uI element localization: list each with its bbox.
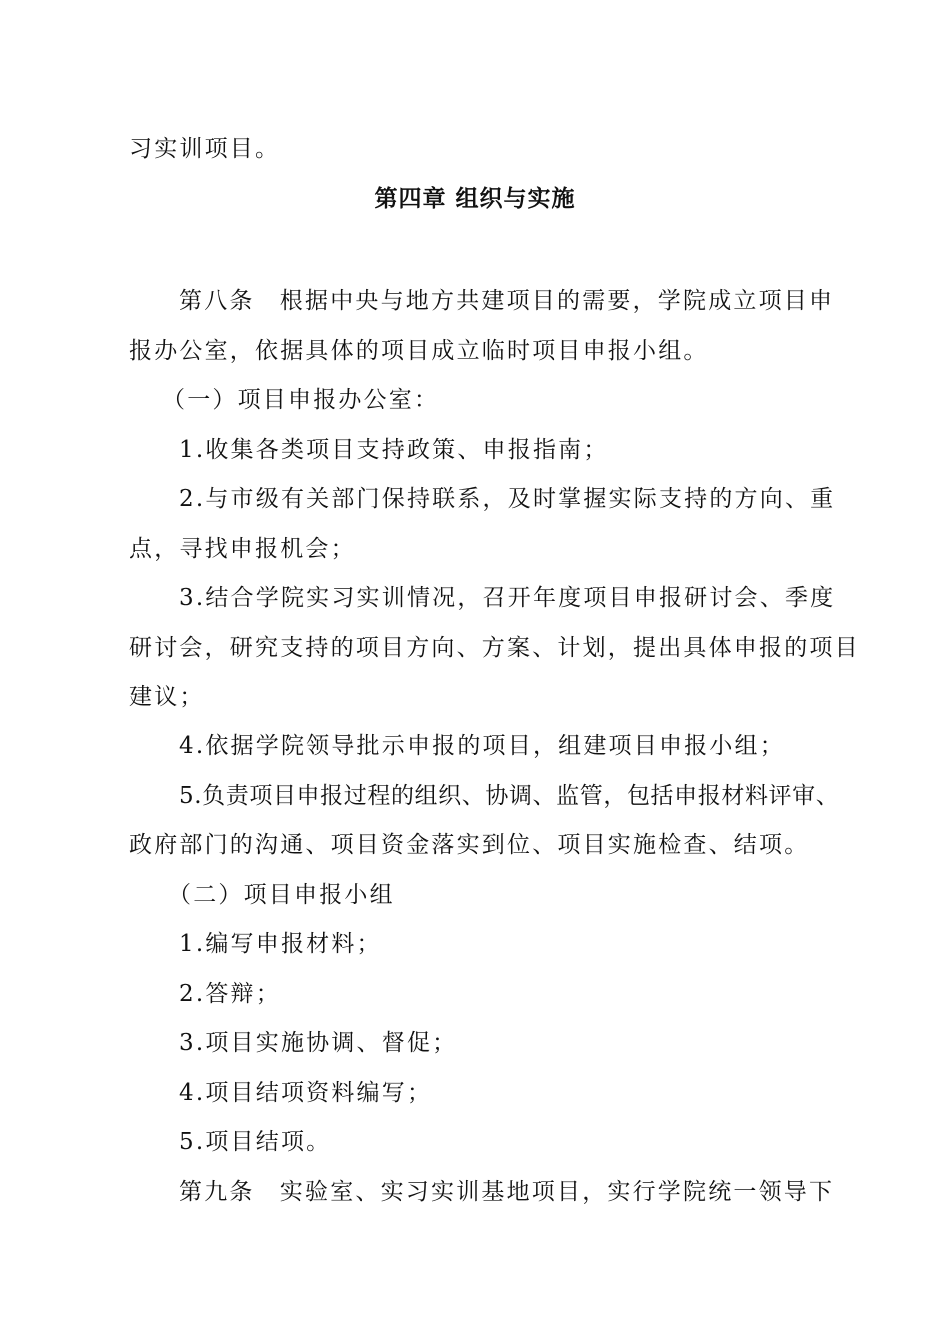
chapter-heading: 第四章 组织与实施 [374,186,576,212]
list-item: 3.项目实施协调、督促； [179,1030,458,1056]
section-heading-group: （二）项目申报小组 [168,882,395,908]
section-heading-office: （一）项目申报办公室： [162,387,440,413]
article-9-line-1: 第九条 实验室、实习实训基地项目，实行学院统一领导下 [179,1179,835,1205]
list-item: 5.负责项目申报过程的组织、协调、监管，包括申报材料评审、 [179,783,840,809]
list-item: 1.收集各类项目支持政策、申报指南； [179,437,609,463]
list-item-continuation: 政府部门的沟通、项目资金落实到位、项目实施检查、结项。 [129,832,810,858]
list-item: 4.依据学院领导批示申报的项目，组建项目申报小组； [179,733,785,759]
list-item: 5.项目结项。 [179,1129,332,1155]
list-item: 2.与市级有关部门保持联系，及时掌握实际支持的方向、重 [179,486,836,512]
article-8-line-2: 报办公室，依据具体的项目成立临时项目申报小组。 [129,338,709,364]
list-item: 3.结合学院实习实训情况，召开年度项目申报研讨会、季度 [179,585,836,611]
list-item-continuation: 点，寻找申报机会； [129,536,356,562]
list-item-continuation: 建议； [129,684,205,710]
paragraph-line: 习实训项目。 [129,136,281,162]
article-8-line-1: 第八条 根据中央与地方共建项目的需要，学院成立项目申 [179,288,835,314]
list-item: 2.答辩； [179,981,281,1007]
list-item: 1.编写申报材料； [179,931,382,957]
list-item: 4.项目结项资料编写； [179,1080,433,1106]
list-item-continuation: 研讨会，研究支持的项目方向、方案、计划，提出具体申报的项目 [129,635,860,661]
